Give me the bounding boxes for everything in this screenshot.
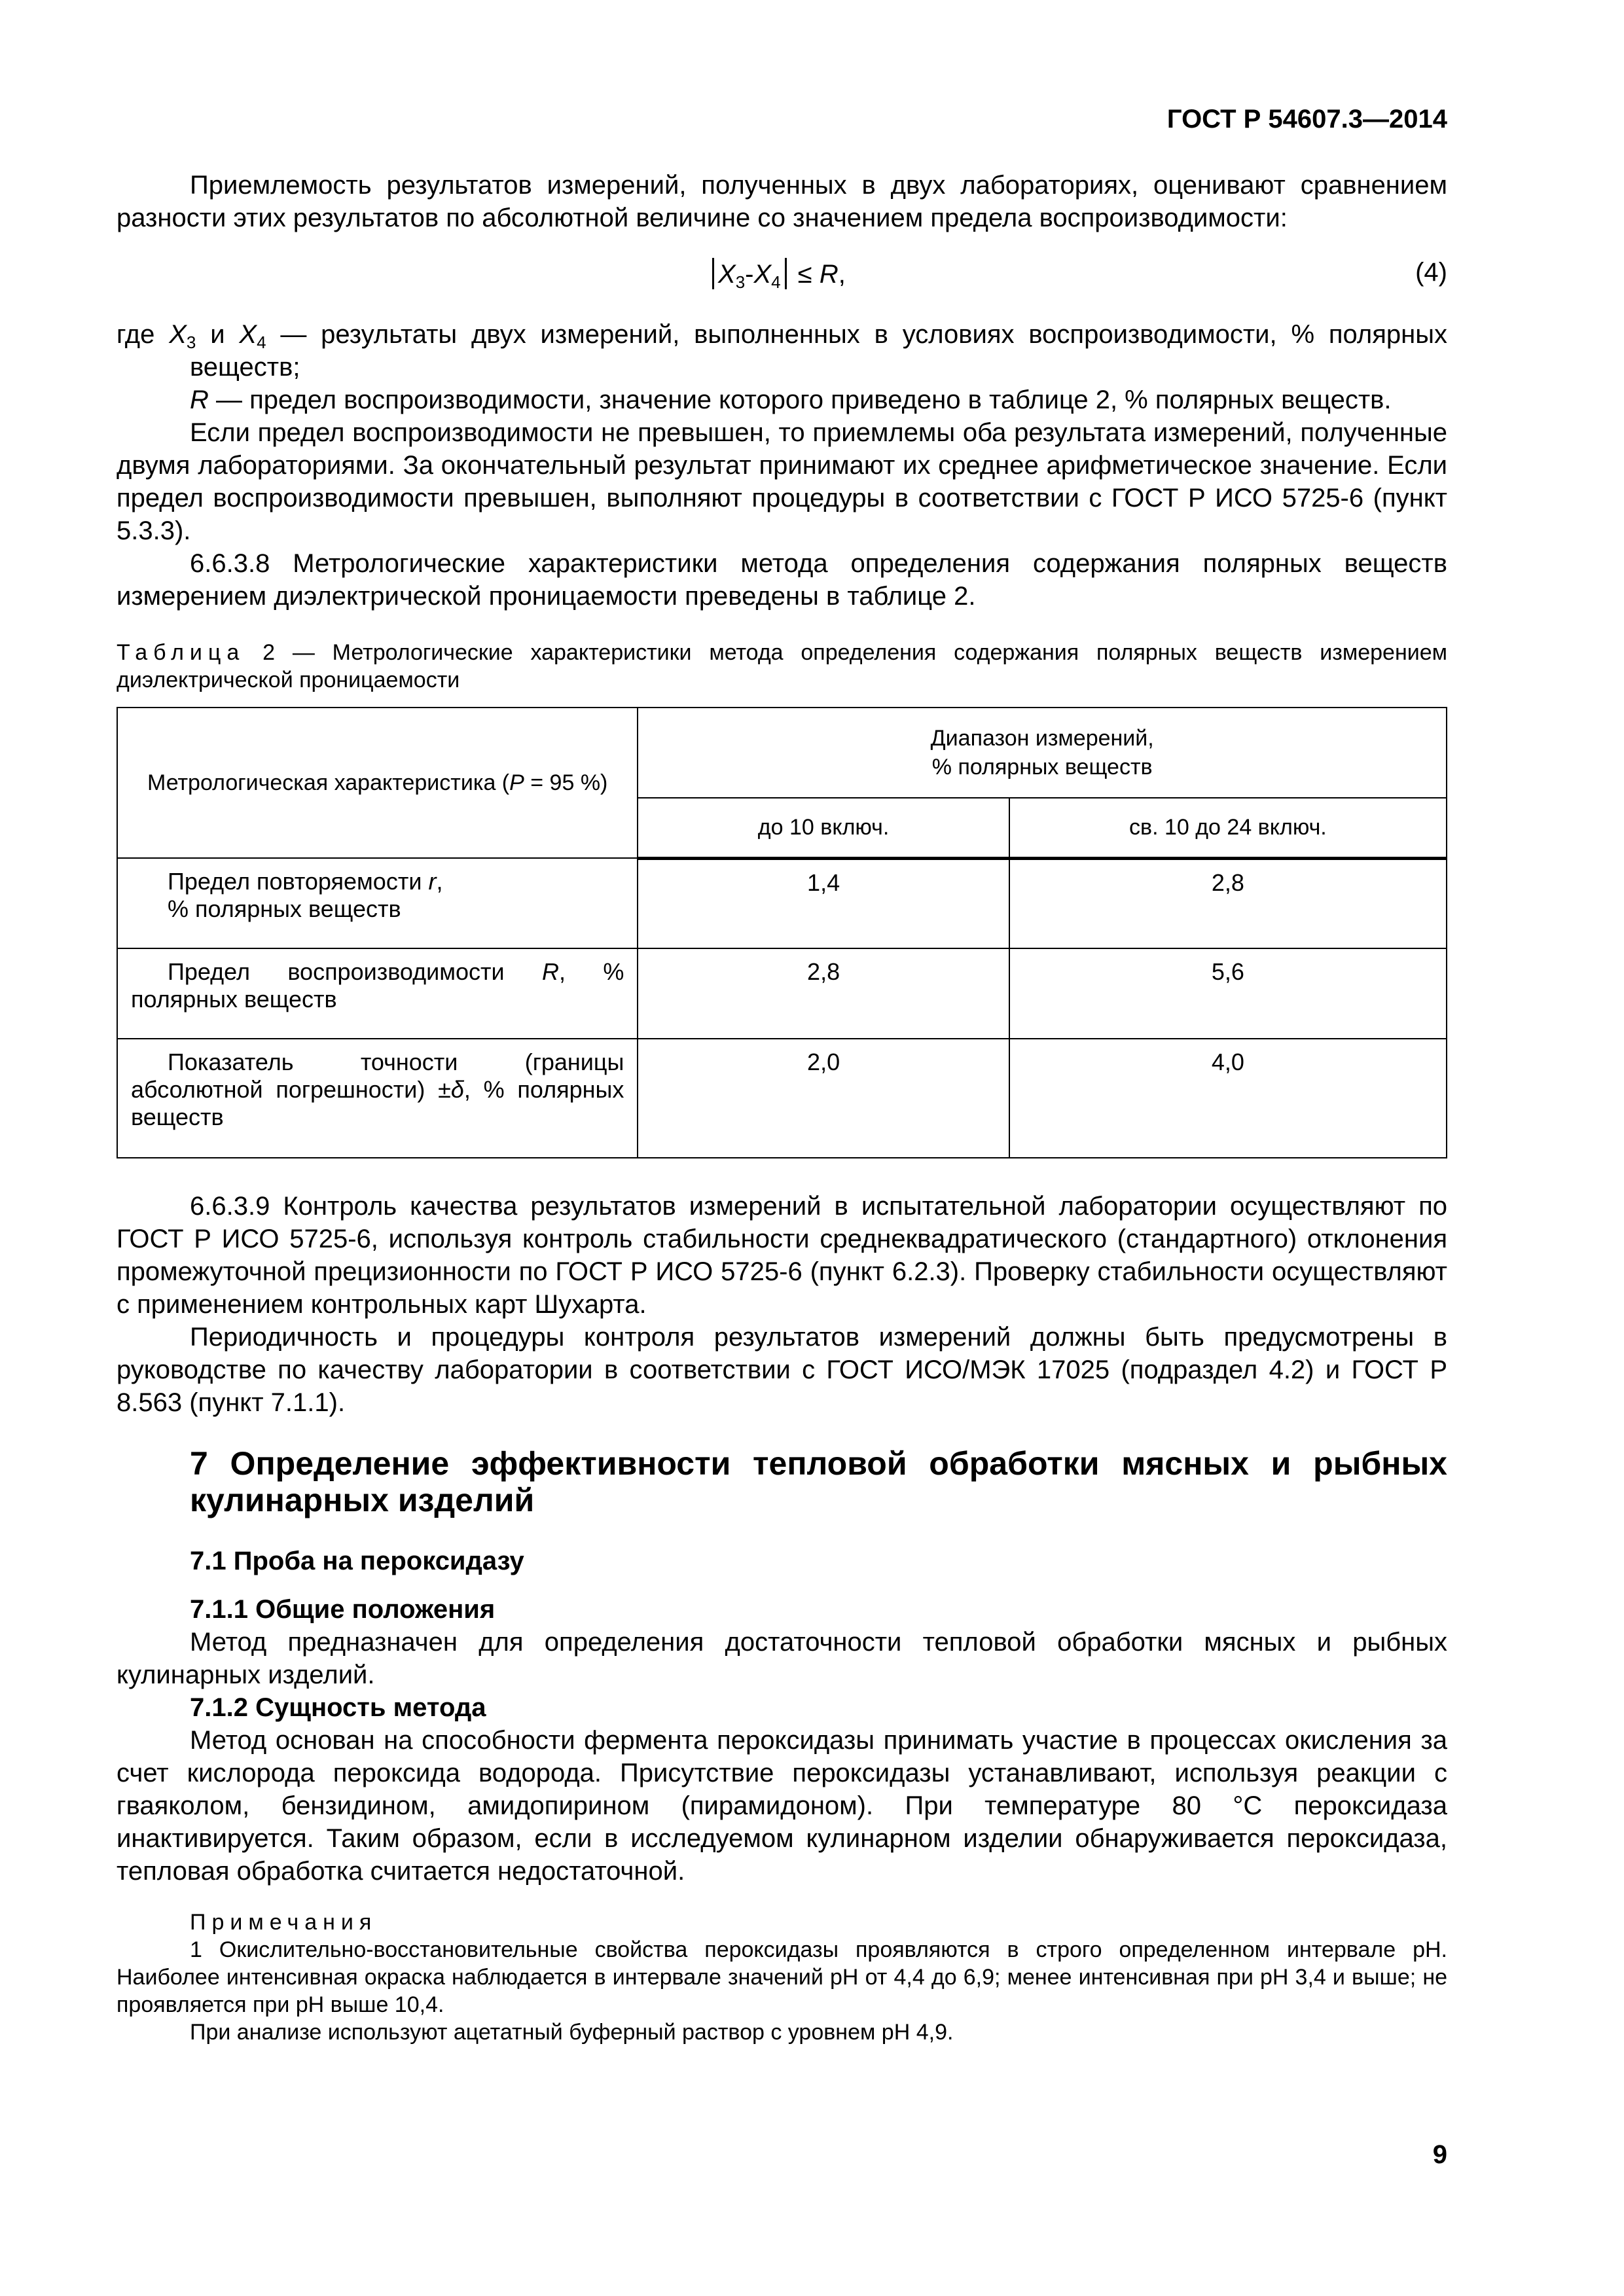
- standard-number: ГОСТ Р 54607.3—2014: [1166, 105, 1447, 134]
- paragraph-periodicity: Периодичность и процедуры контроля результатов измерений должны быть предусмотрены в руководстве по качеству лаборатории в соответствии с ГОСТ ИСО/МЭК 17025 (подраздел 4.2) и ГОСТ Р 8.563 (пункт 7.1.1).: [117, 1323, 1447, 1417]
- value-range-1: 1,4: [638, 858, 1009, 948]
- table-caption: Таблица 2 — Метрологические характеристики метода определения содержания полярных веществ измерением диэлектрической проницаемости: [117, 640, 1447, 692]
- value-range-2: 5,6: [1009, 948, 1447, 1039]
- section-7-1-1-heading: 7.1.1 Общие положения: [190, 1595, 496, 1624]
- value-range-2: 2,8: [1009, 858, 1447, 948]
- metrology-table: [117, 707, 1447, 1158]
- row-label: Показатель точности (границы абсолютной погрешности) ±δ, % полярных веществ: [117, 1039, 638, 1158]
- var-x: X: [718, 260, 736, 289]
- section-7-1-heading: 7.1 Проба на пероксидазу: [190, 1547, 524, 1575]
- var-r: R: [819, 260, 839, 289]
- where-r-definition: R — предел воспроизводимости, значение которого приведено в таблице 2, % полярных веществ.: [190, 386, 1392, 414]
- value-range-2: 4,0: [1009, 1039, 1447, 1158]
- section-7-1-2-heading: 7.1.2 Сущность метода: [190, 1693, 486, 1722]
- row-label: Предел повторяемости r, % полярных веществ: [117, 858, 638, 948]
- paragraph-not-exceeded: Если предел воспроизводимости не превышен, то приемлемы оба результата измерений, полученные двумя лабораториями. За окончательный результат принимают их среднее арифметическое значение. Если предел воспроизводимости превышен, выполняют процедуры в соответствии с ГОСТ Р ИСО 5725-6 (пункт 5.3.3).: [117, 418, 1447, 545]
- section-7-heading: 7 Определение эффективности тепловой обработки мясных и рыбных кулинарных изделий: [190, 1445, 1447, 1518]
- formula-4: [117, 254, 1447, 296]
- paragraph-7-1-2: Метод основан на способности фермента пероксидазы принимать участие в процессах окисления за счет кислорода пероксида водорода. Присутствие пероксидазы устанавливают, используя реакции с гваяколом, бензидином, амидопирином (пирамидоном). При температуре 80 °C пероксидаза инактивируется. Таким образом, если в исследуемом кулинарном изделии обнаруживается пероксидаза, тепловая обработка считается недостаточной.: [117, 1726, 1447, 1886]
- col-range-header: Диапазон измерений, % полярных веществ: [638, 708, 1447, 798]
- note-1: 1 Окислительно-восстановительные свойства пероксидазы проявляются в строго определенном интервале рН. Наиболее интенсивная окраска наблюдается в интервале значений рН от 4,4 до 6,9; менее интенсивная при рН 3,4 и выше; не проявляется при рН выше 10,4.: [117, 1937, 1447, 2017]
- col-range-1-header: до 10 включ.: [638, 798, 1009, 858]
- paragraph-7-1-1: Метод предназначен для определения достаточности тепловой обработки мясных и рыбных кулинарных изделий.: [117, 1628, 1447, 1689]
- value-range-1: 2,0: [638, 1039, 1009, 1158]
- note-2: При анализе используют ацетатный буферный раствор с уровнем рН 4,9.: [190, 2020, 954, 2045]
- value-range-1: 2,8: [638, 948, 1009, 1039]
- paragraph-6-6-3-8: 6.6.3.8 Метрологические характеристики метода определения содержания полярных веществ измерением диэлектрической проницаемости преведены в таблице 2.: [117, 549, 1447, 611]
- row-label: Предел воспроизводимости R, % полярных веществ: [117, 948, 638, 1039]
- where-x-definition: где $X_3$ и $X_4$ — результаты двух измерений, выполненных в условиях воспроизводимости, % полярных веществ;: [117, 320, 1447, 382]
- paragraph-acceptability: Приемлемость результатов измерений, полученных в двух лабораториях, оценивают сравнением разности этих результатов по абсолютной величине со значением предела воспроизводимости:: [117, 171, 1447, 232]
- col-characteristic-header: Метрологическая характеристика (P = 95 %): [117, 708, 638, 858]
- col-range-2-header: св. 10 до 24 включ.: [1009, 798, 1447, 858]
- equation-number: (4): [1415, 258, 1447, 287]
- table-row: [117, 1039, 1447, 1158]
- var-x: X: [753, 260, 772, 289]
- table-row: [117, 948, 1447, 1039]
- text-block-top: [117, 169, 1447, 2046]
- notes-label: Примечания: [190, 1910, 378, 1935]
- table-row: [117, 858, 1447, 948]
- page-number: 9: [1432, 2140, 1447, 2169]
- paragraph-6-6-3-9: 6.6.3.9 Контроль качества результатов измерений в испытательной лаборатории осуществляют по ГОСТ Р ИСО 5725-6, используя контроль стабильности среднеквадратического (стандартного) отклонения промежуточной прецизионности по ГОСТ Р ИСО 5725-6 (пункт 6.2.3). Проверку стабильности осуществляют с применением контрольных карт Шухарта.: [117, 1192, 1447, 1319]
- formula-expression: $X_3-X_4 \le R$,: [708, 258, 846, 289]
